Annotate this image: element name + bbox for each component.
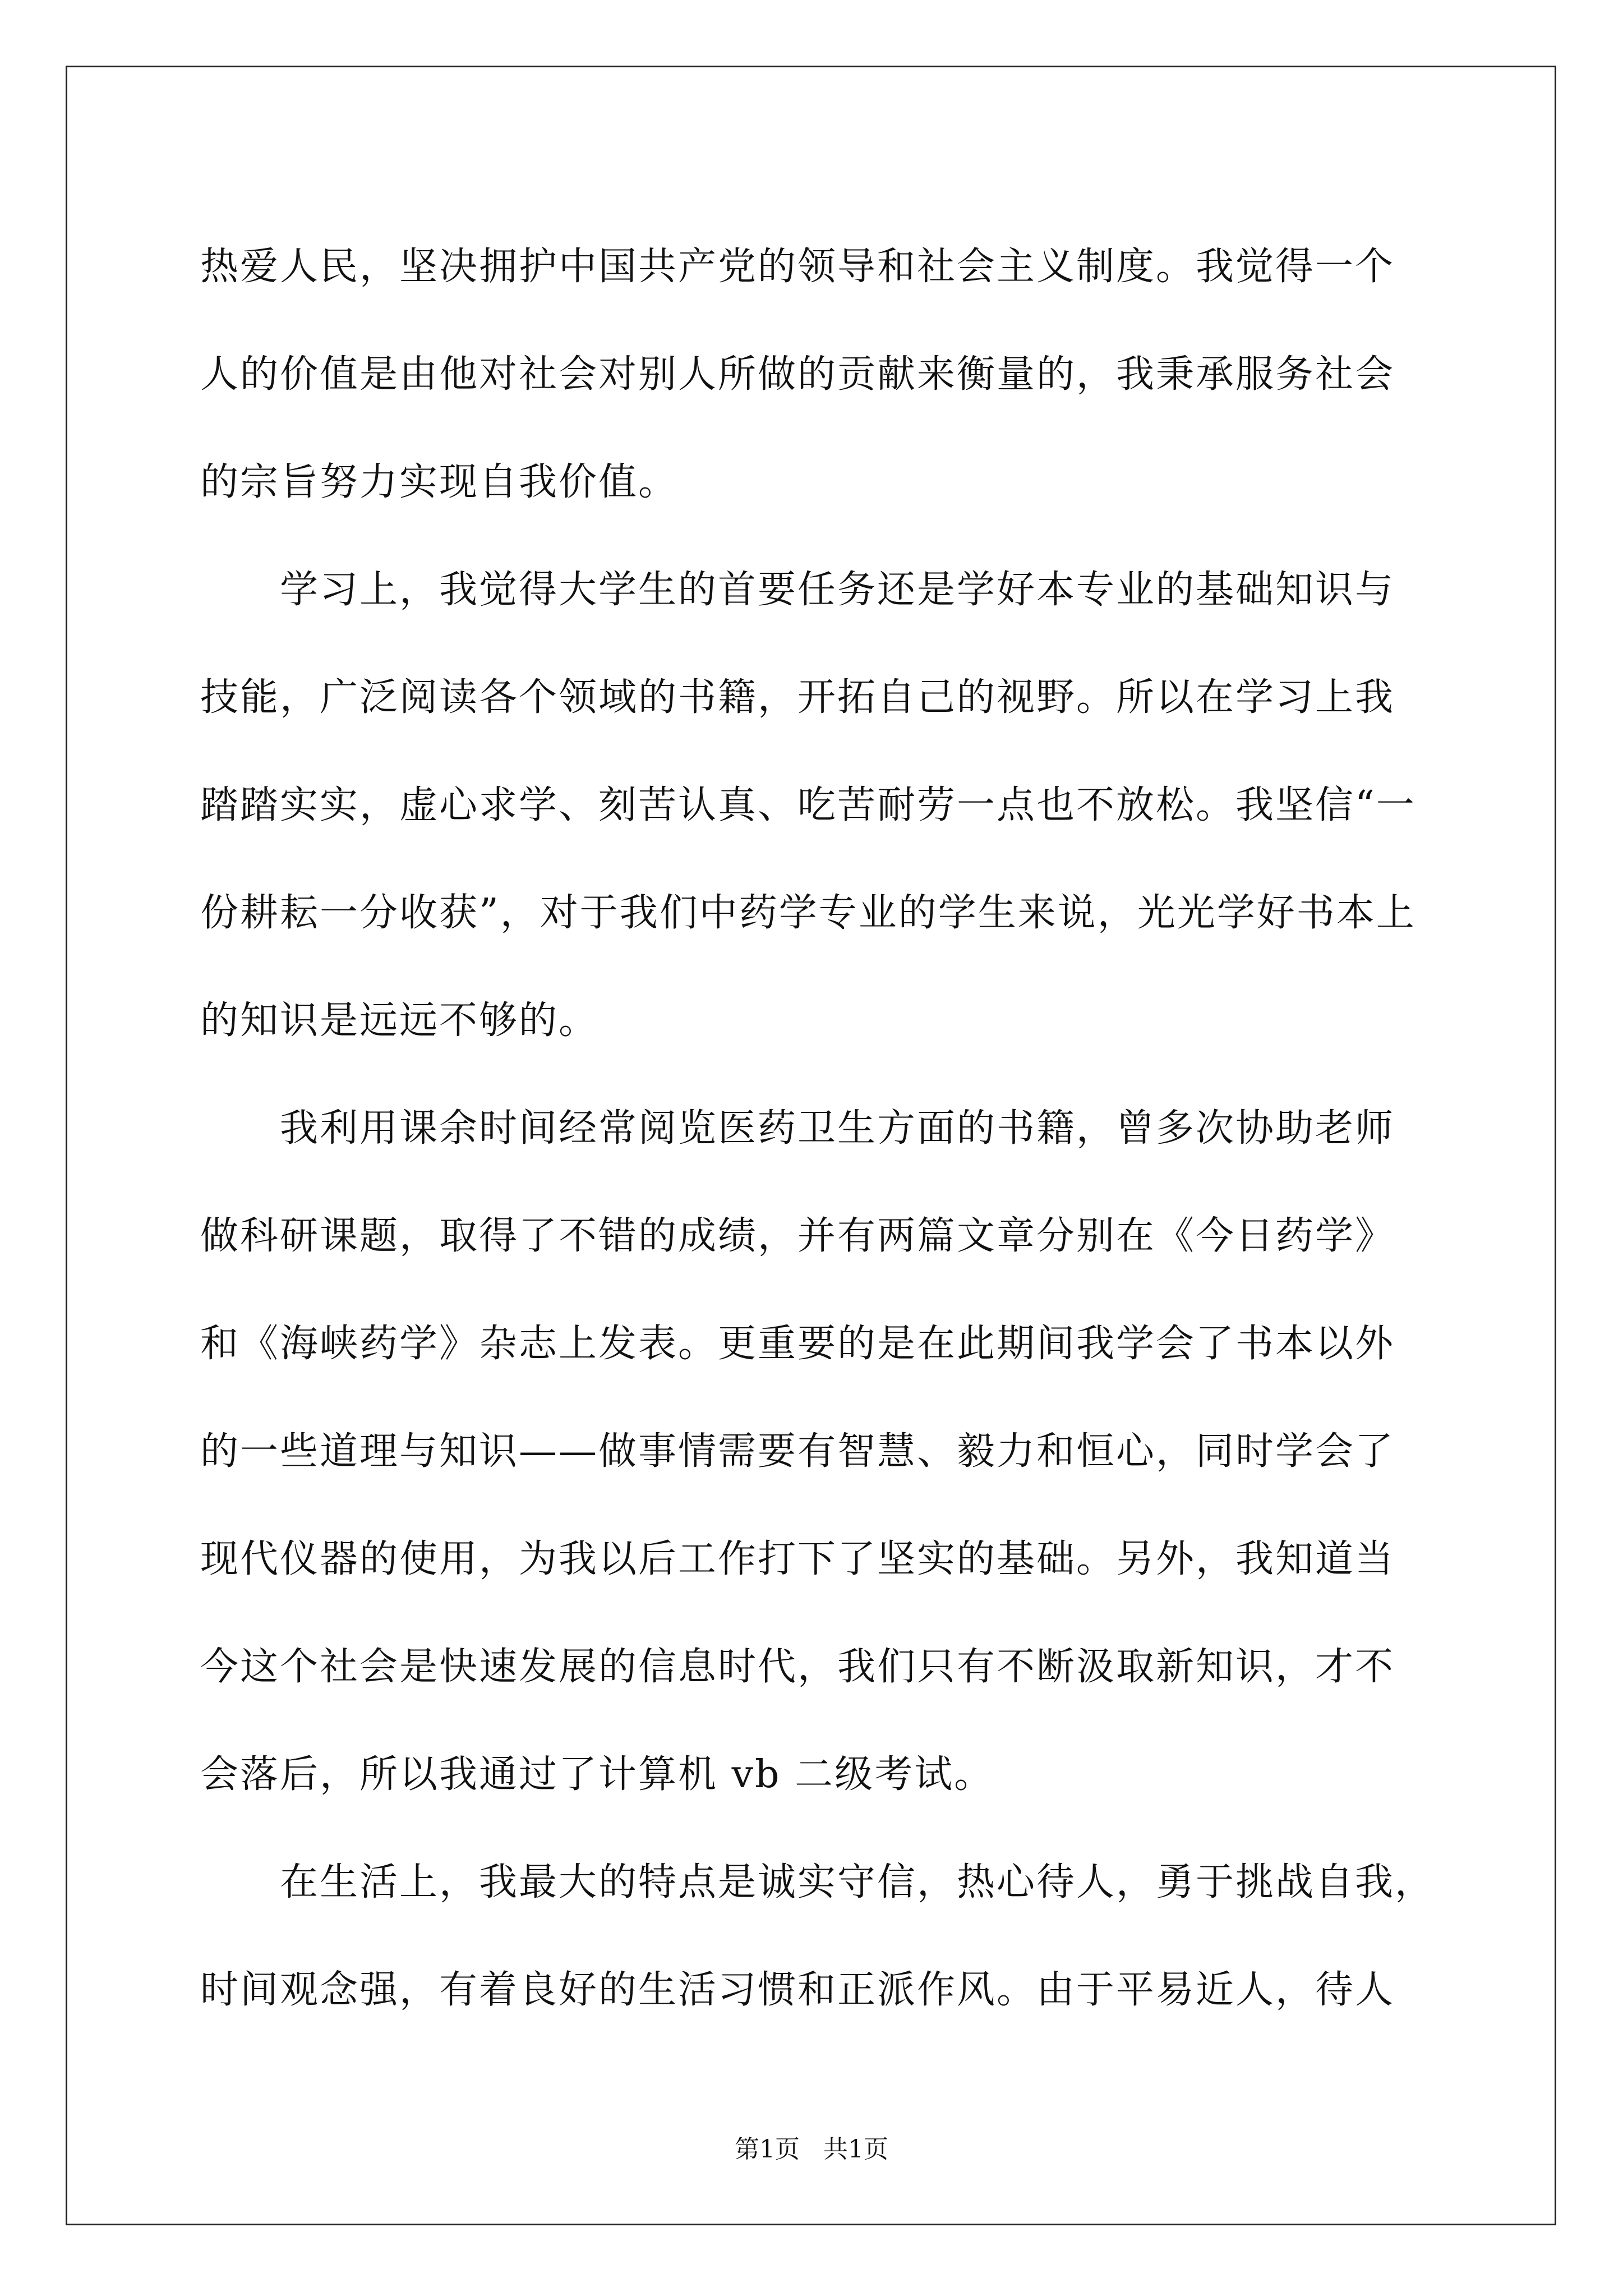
text-line-8: 的知识是远远不够的。	[200, 999, 599, 1043]
text-line-13: 现代仪器的使用，为我以后工作打下了坚实的基础。另外，我知道当	[200, 1537, 1395, 1581]
text-line-5: 技能，广泛阅读各个领域的书籍，开拓自己的视野。所以在学习上我	[200, 675, 1395, 720]
text-line-11: 和《海峡药学》杂志上发表。更重要的是在此期间我学会了书本以外	[200, 1322, 1395, 1366]
text-line-14: 今这个社会是快速发展的信息时代，我们只有不断汲取新知识，才不	[200, 1645, 1395, 1689]
text-line-10: 做科研课题，取得了不错的成绩，并有两篇文章分别在《今日药学》	[200, 1214, 1395, 1258]
text-line-3: 的宗旨努力实现自我价值。	[200, 460, 679, 504]
text-line-2: 人的价值是由他对社会对别人所做的贡献来衡量的，我秉承服务社会	[200, 352, 1395, 397]
text-line-6: 踏踏实实，虚心求学、刻苦认真、吃苦耐劳一点也不放松。我坚信“一	[200, 783, 1416, 827]
page-number-footer: 第1页 共1页	[735, 2135, 888, 2164]
document-body	[200, 213, 1435, 2044]
text-line-4: 学习上，我觉得大学生的首要任务还是学好本专业的基础知识与	[280, 568, 1395, 612]
text-line-7: 份耕耘一分收获”，对于我们中药学专业的学生来说，光光学好书本上	[200, 891, 1416, 935]
text-line-15: 会落后，所以我通过了计算机 vb 二级考试。	[200, 1752, 994, 1797]
text-line-1: 热爱人民，坚决拥护中国共产党的领导和社会主义制度。我觉得一个	[200, 245, 1395, 289]
text-line-9: 我利用课余时间经常阅览医药卫生方面的书籍，曾多次协助老师	[280, 1106, 1395, 1151]
text-line-12: 的一些道理与知识——做事情需要有智慧、毅力和恒心，同时学会了	[200, 1429, 1395, 1474]
text-line-17: 时间观念强，有着良好的生活习惯和正派作风。由于平易近人，待人	[200, 1968, 1395, 2012]
text-line-16: 在生活上，我最大的特点是诚实守信，热心待人，勇于挑战自我，	[280, 1860, 1435, 1904]
